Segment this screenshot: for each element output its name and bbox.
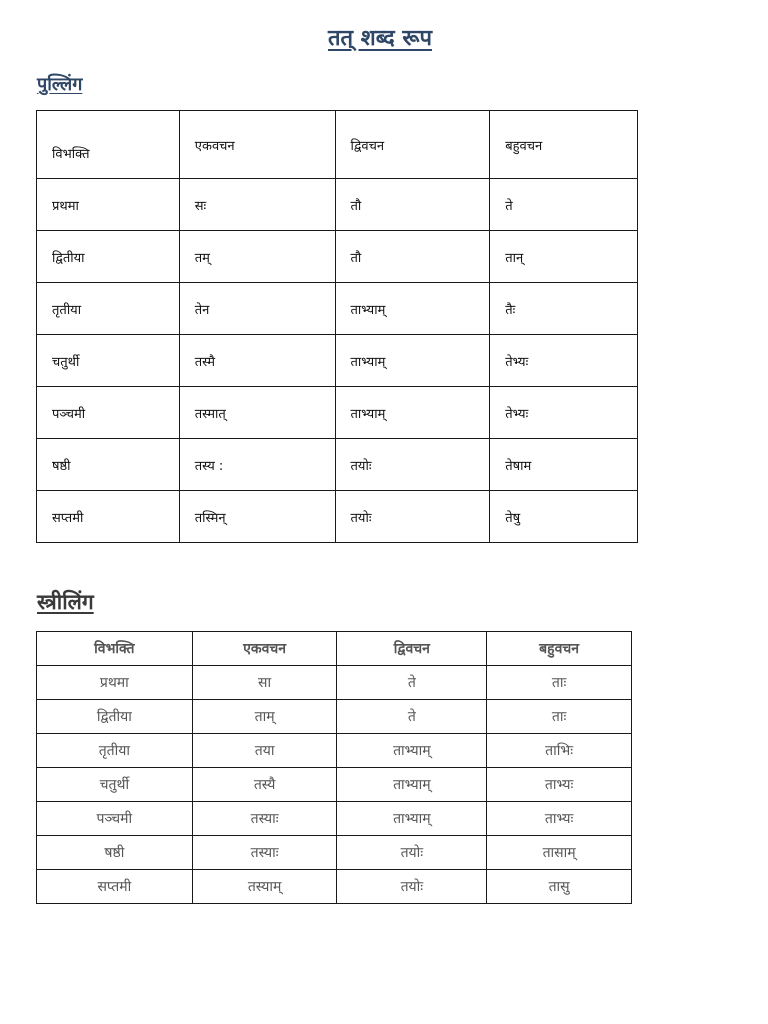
table-cell: तस्य : — [179, 439, 335, 491]
header-cell-dual: द्विवचन — [337, 632, 487, 666]
table-cell: तया — [192, 734, 337, 768]
table-cell: चतुर्थी — [37, 335, 180, 387]
table-cell: तस्मै — [179, 335, 335, 387]
table-cell: सा — [192, 666, 337, 700]
table-cell: ताभ्याम् — [335, 335, 490, 387]
table-cell: तेभ्यः — [490, 387, 638, 439]
feminine-declension-table — [36, 631, 632, 904]
table-row — [37, 836, 632, 870]
table-cell: ताभ्यः — [487, 768, 632, 802]
table-cell: प्रथमा — [37, 666, 193, 700]
table-cell: तयोः — [337, 836, 487, 870]
header-cell-dual: द्विवचन — [335, 111, 490, 179]
table-cell: तासाम् — [487, 836, 632, 870]
feminine-heading: स्त्रीलिंग — [37, 590, 94, 614]
table-cell: तृतीया — [37, 734, 193, 768]
header-cell-singular: एकवचन — [179, 111, 335, 179]
table-cell: ते — [337, 700, 487, 734]
table-cell: तौ — [335, 179, 490, 231]
table-row — [37, 439, 638, 491]
table-cell: तस्याः — [192, 836, 337, 870]
table-cell: पञ्चमी — [37, 387, 180, 439]
table-cell: तासु — [487, 870, 632, 904]
table-cell: सप्तमी — [37, 491, 180, 543]
table-cell: प्रथमा — [37, 179, 180, 231]
table-cell: तौ — [335, 231, 490, 283]
table-row — [37, 768, 632, 802]
header-cell-case: विभक्ति — [37, 632, 193, 666]
table-cell: द्वितीया — [37, 231, 180, 283]
header-cell-case: विभक्ति — [37, 111, 180, 179]
header-cell-singular: एकवचन — [192, 632, 337, 666]
masculine-declension-table — [36, 110, 638, 543]
table-cell: चतुर्थी — [37, 768, 193, 802]
table-cell: सप्तमी — [37, 870, 193, 904]
table-cell: ताभिः — [487, 734, 632, 768]
table-cell: ते — [490, 179, 638, 231]
table-row — [37, 802, 632, 836]
table-cell: तम् — [179, 231, 335, 283]
table-header-row — [37, 632, 632, 666]
table-row — [37, 870, 632, 904]
table-cell: तेषाम — [490, 439, 638, 491]
masculine-heading: पुल्लिंग — [37, 74, 83, 95]
table-cell: तैः — [490, 283, 638, 335]
table-cell: तृतीया — [37, 283, 180, 335]
table-cell: ताः — [487, 700, 632, 734]
table-cell: ते — [337, 666, 487, 700]
header-cell-plural: बहुवचन — [487, 632, 632, 666]
table-row — [37, 666, 632, 700]
table-cell: ताभ्याम् — [335, 283, 490, 335]
table-cell: तस्मात् — [179, 387, 335, 439]
table-cell: ताभ्याम् — [337, 802, 487, 836]
page-title: तत् शब्द रूप — [328, 26, 432, 51]
table-cell: तेभ्यः — [490, 335, 638, 387]
table-cell: षष्ठी — [37, 439, 180, 491]
table-header-row — [37, 111, 638, 179]
table-cell: तयोः — [335, 439, 490, 491]
table-cell: तान् — [490, 231, 638, 283]
table-cell: ताभ्याम् — [337, 734, 487, 768]
table-cell: ताः — [487, 666, 632, 700]
table-row — [37, 491, 638, 543]
table-cell: तयोः — [335, 491, 490, 543]
table-cell: ताम् — [192, 700, 337, 734]
table-row — [37, 700, 632, 734]
table-cell: तस्यै — [192, 768, 337, 802]
table-cell: तेन — [179, 283, 335, 335]
table-cell: ताभ्यः — [487, 802, 632, 836]
table-row — [37, 335, 638, 387]
table-cell: तेषु — [490, 491, 638, 543]
table-cell: तस्याः — [192, 802, 337, 836]
table-row — [37, 179, 638, 231]
table-row — [37, 231, 638, 283]
table-cell: सः — [179, 179, 335, 231]
header-cell-plural: बहुवचन — [490, 111, 638, 179]
table-cell: तस्याम् — [192, 870, 337, 904]
table-row — [37, 283, 638, 335]
table-cell: पञ्चमी — [37, 802, 193, 836]
table-cell: षष्ठी — [37, 836, 193, 870]
table-cell: तस्मिन् — [179, 491, 335, 543]
table-cell: द्वितीया — [37, 700, 193, 734]
table-cell: ताभ्याम् — [335, 387, 490, 439]
table-cell: ताभ्याम् — [337, 768, 487, 802]
table-row — [37, 734, 632, 768]
table-cell: तयोः — [337, 870, 487, 904]
table-row — [37, 387, 638, 439]
